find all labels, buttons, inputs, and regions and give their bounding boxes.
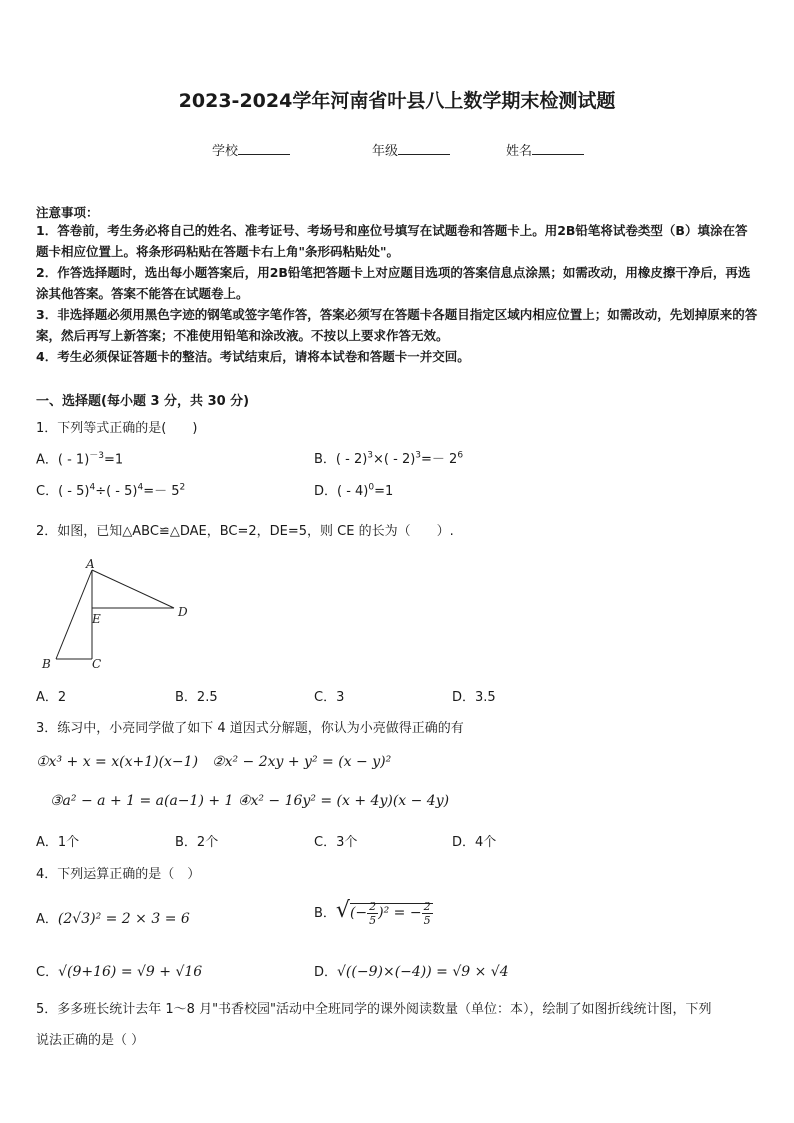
label-c: C (92, 657, 102, 671)
label-b: B (42, 657, 51, 671)
q1c-tail: =－ 5 (143, 484, 180, 499)
page-title: 2023-2024学年河南省叶县八上数学期末检测试题 (178, 90, 616, 112)
q1-option-a (36, 448, 123, 467)
q1d-tail: =1 (374, 484, 394, 499)
label-a: A (86, 557, 95, 571)
q1b-exp2: 3 (415, 450, 422, 461)
q4b-frac2 (422, 900, 433, 927)
q5-line-2: 说法正确的是（ ） (36, 1033, 145, 1048)
q1b-mid: ×( - 2) (373, 452, 416, 467)
grade-blank (398, 142, 450, 155)
q4b-radicand (349, 899, 433, 927)
q4-stem: 4．下列运算正确的是（ ） (36, 867, 201, 882)
q4b-lead: (− (349, 905, 368, 921)
edge-ad (92, 570, 174, 608)
q4-option-b (314, 898, 433, 927)
q3-option-a: A．1个 (36, 835, 80, 850)
q1c-exp3: 2 (179, 482, 186, 493)
notice-item-3: 3．非选择题必须用黑色字迹的钢笔或签字笔作答，答案必须写在答题卡各题目指定区域内相应位置上；如需改动，先划掉原来的答案，然后再写上新答案；不准使用铅笔和涂改液。不按以上要求作答无效。 (36, 307, 758, 343)
q4d-expr: √((−9)×(−4)) = √9 × √4 (337, 964, 509, 980)
q1d-exp: 0 (368, 482, 375, 493)
q2-option-d: D．3.5 (452, 690, 496, 705)
notice-item-1: 1．答卷前，考生务必将自己的姓名、准考证号、考场号和座位号填写在试题卷和答题卡上。用2B铅笔将试卷类型（B）填涂在答题卡相应位置上。将条形码粘贴在答题卡右上角"条形码粘贴处"。 (36, 223, 748, 259)
notice-heading: 注意事项： (36, 205, 99, 220)
q3-option-b: B．2个 (175, 835, 219, 850)
school-blank (238, 142, 290, 155)
school-field (212, 140, 290, 159)
q4d-label: D． (314, 965, 338, 980)
grade-label: 年级 (372, 144, 399, 159)
q1-option-d (314, 480, 393, 499)
name-blank (532, 142, 584, 155)
q1c-mid: ÷( - 5) (95, 484, 138, 499)
school-label: 学校 (212, 144, 239, 159)
q1-option-c (36, 480, 185, 499)
q3-option-c: C．3个 (314, 835, 358, 850)
q4-option-d (314, 961, 509, 980)
q4b-num: 2 (369, 899, 377, 913)
q4b-den2: 5 (423, 913, 431, 927)
q1a-tail: =1 (104, 452, 124, 468)
q1c-exp: 4 (89, 482, 96, 493)
q3-line-1: ①x³ + x = x(x+1)(x−1) ②x² − 2xy + y² = (x − y)² (36, 754, 392, 770)
q4-option-a (36, 908, 190, 927)
q3-option-d: D．4个 (452, 835, 497, 850)
q4b-tail: )² = − (378, 905, 422, 921)
q1a-base: A．( - 1) (36, 452, 90, 468)
q5-line-1: 5．多多班长统计去年 1～8 月"书香校园"活动中全班同学的课外阅读数量（单位：本），绘制了如图折线统计图，下列 (36, 1002, 712, 1017)
label-d: D (178, 605, 188, 619)
notice-item-2: 2．作答选择题时，选出每小题答案后，用2B铅笔把答题卡上对应题目选项的答案信息点涂黑；如需改动，用橡皮擦干净后，再选涂其他答案。答案不能答在试题卷上。 (36, 265, 751, 301)
q2-stem: 2．如图，已知△ABC≌△DAE，BC=2，DE=5，则 CE 的长为（ ）. (36, 524, 454, 539)
q1b-exp3: 6 (457, 450, 464, 461)
q4c-label: C． (36, 965, 59, 980)
notice-item-4: 4．考生必须保证答题卡的整洁。考试结束后，请将本试卷和答题卡一并交回。 (36, 349, 470, 364)
q1a-exp: －3 (89, 451, 104, 461)
q4b-sqrt-sign: √ (335, 898, 350, 923)
q1-stem: 1．下列等式正确的是( ) (36, 421, 198, 436)
q3-line-2: ③a² − a + 1 = a(a−1) + 1 ④x² − 16y² = (x + 4y)(x − 4y) (50, 793, 450, 809)
q4c-expr: √(9+16) = √9 + √16 (58, 964, 203, 980)
section-heading: 一、选择题(每小题 3 分，共 30 分) (36, 394, 250, 409)
q1d-base: D．( - 4) (314, 484, 369, 499)
label-e: E (92, 612, 101, 626)
q4b-label: B． (314, 906, 336, 921)
q4b-num2: 2 (423, 899, 431, 913)
q2-triangle-figure (34, 556, 204, 674)
q4a-label: A． (36, 912, 58, 927)
q2-option-b: B．2.5 (175, 690, 218, 705)
q1b-exp: 3 (367, 450, 374, 461)
grade-field (372, 140, 450, 159)
q1-option-b (314, 448, 463, 467)
name-label: 姓名 (506, 144, 533, 159)
q4a-expr: (2√3)² = 2 × 3 = 6 (57, 911, 190, 927)
q2-option-c: C．3 (314, 690, 345, 705)
q1b-tail: =－ 2 (421, 452, 458, 467)
name-field (506, 140, 584, 159)
q4-option-c (36, 961, 202, 980)
q1c-exp2: 4 (137, 482, 144, 493)
q4b-den: 5 (369, 913, 377, 927)
edge-ab (56, 570, 92, 659)
q2-option-a: A．2 (36, 690, 67, 705)
q1c-base: C．( - 5) (36, 484, 90, 499)
q3-stem: 3．练习中，小亮同学做了如下 4 道因式分解题，你认为小亮做得正确的有 (36, 721, 464, 736)
q4b-frac (367, 900, 378, 927)
q1b-base: B．( - 2) (314, 452, 368, 467)
